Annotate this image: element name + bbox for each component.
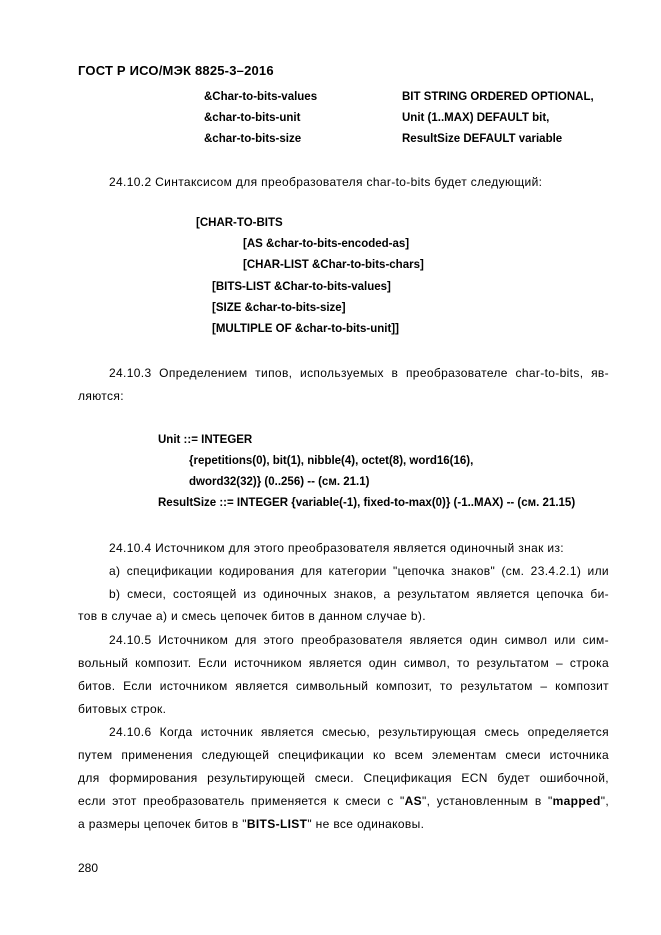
paragraph-24-10-6-line: 24.10.6 Когда источник является смесью, результирующая смесь определяется — [109, 725, 609, 739]
page-number: 280 — [78, 861, 99, 875]
syntax-line: [CHAR-LIST &Char-to-bits-chars] — [243, 259, 424, 271]
paragraph-24-10-4-line: a) спецификации кодирования для категории "цепочка знаков" (см. 23.4.2.1) или — [109, 564, 609, 578]
text: ", — [600, 794, 609, 808]
paragraph-24-10-6-line: для формирования результирующей смеси. Спецификация ECN будет ошибочной, — [78, 771, 609, 785]
paragraph-24-10-4-line: тов в случае a) и смесь цепочек битов в данном случае b). — [78, 609, 426, 623]
document-header: ГОСТ Р ИСО/МЭК 8825-3–2016 — [78, 63, 274, 78]
paragraph-24-10-5-line: 24.10.5 Источником для этого преобразователя является один символ или сим- — [109, 633, 609, 647]
table-row-type: BIT STRING ORDERED OPTIONAL, — [402, 91, 594, 103]
type-definition-line: dword32(32)} (0..256) -- (см. 21.1) — [189, 476, 370, 488]
syntax-line: [MULTIPLE OF &char-to-bits-unit]] — [212, 323, 399, 335]
text: ", установленным в " — [422, 794, 553, 808]
syntax-line: [SIZE &char-to-bits-size] — [212, 302, 346, 314]
syntax-line: [CHAR-TO-BITS — [196, 217, 283, 229]
paragraph-24-10-4-line: b) смеси, состоящей из одиночных знаков, а результатом является цепочка би- — [109, 587, 609, 601]
syntax-line: [AS &char-to-bits-encoded-as] — [243, 238, 410, 250]
table-row-name: &char-to-bits-size — [204, 133, 302, 145]
text: если этот преобразователь применяется к смеси с " — [78, 794, 405, 808]
text: а размеры цепочек битов в " — [78, 817, 247, 831]
paragraph-24-10-5-line: битовых строк. — [78, 702, 167, 716]
paragraph-24-10-4-line: 24.10.4 Источником для этого преобразователя является одиночный знак из: — [109, 541, 564, 555]
paragraph-24-10-5-line: вольный композит. Если источником является один символ, то результатом – строка — [78, 656, 609, 670]
paragraph-24-10-2: 24.10.2 Синтаксисом для преобразователя char-to-bits будет следующий: — [109, 175, 543, 189]
type-definition-line: {repetitions(0), bit(1), nibble(4), octet(8), word16(16), — [189, 455, 474, 467]
bold-keyword-mapped: mapped — [552, 794, 601, 808]
type-definition-line: Unit ::= INTEGER — [158, 434, 253, 446]
paragraph-24-10-3-line: ляются: — [78, 389, 124, 403]
table-row-type: ResultSize DEFAULT variable — [402, 133, 563, 145]
bold-keyword-bits-list: BITS-LIST — [246, 817, 308, 831]
table-row-name: &Char-to-bits-values — [204, 91, 318, 103]
bold-keyword-as: AS — [404, 794, 422, 808]
paragraph-24-10-6-line — [78, 794, 609, 808]
type-definition-line: ResultSize ::= INTEGER {variable(-1), fixed-to-max(0)} (-1..MAX) -- (см. 21.15) — [158, 497, 576, 509]
table-row-type: Unit (1..MAX) DEFAULT bit, — [402, 112, 550, 124]
table-row-name: &char-to-bits-unit — [204, 112, 301, 124]
paragraph-24-10-5-line: битов. Если источником является символьный композит, то результатом – композит — [78, 679, 609, 693]
paragraph-24-10-6-line — [78, 817, 424, 831]
paragraph-text: 24.10.3 Определением типов, используемых в преобразователе char-to-bits, яв- — [109, 366, 609, 380]
syntax-line: [BITS-LIST &Char-to-bits-values] — [212, 281, 391, 293]
text: " не все одинаковы. — [307, 817, 425, 831]
paragraph-24-10-6-line: путем применения следующей спецификации ко всем элементам смеси источника — [78, 748, 609, 762]
paragraph-24-10-3-line — [78, 366, 609, 380]
